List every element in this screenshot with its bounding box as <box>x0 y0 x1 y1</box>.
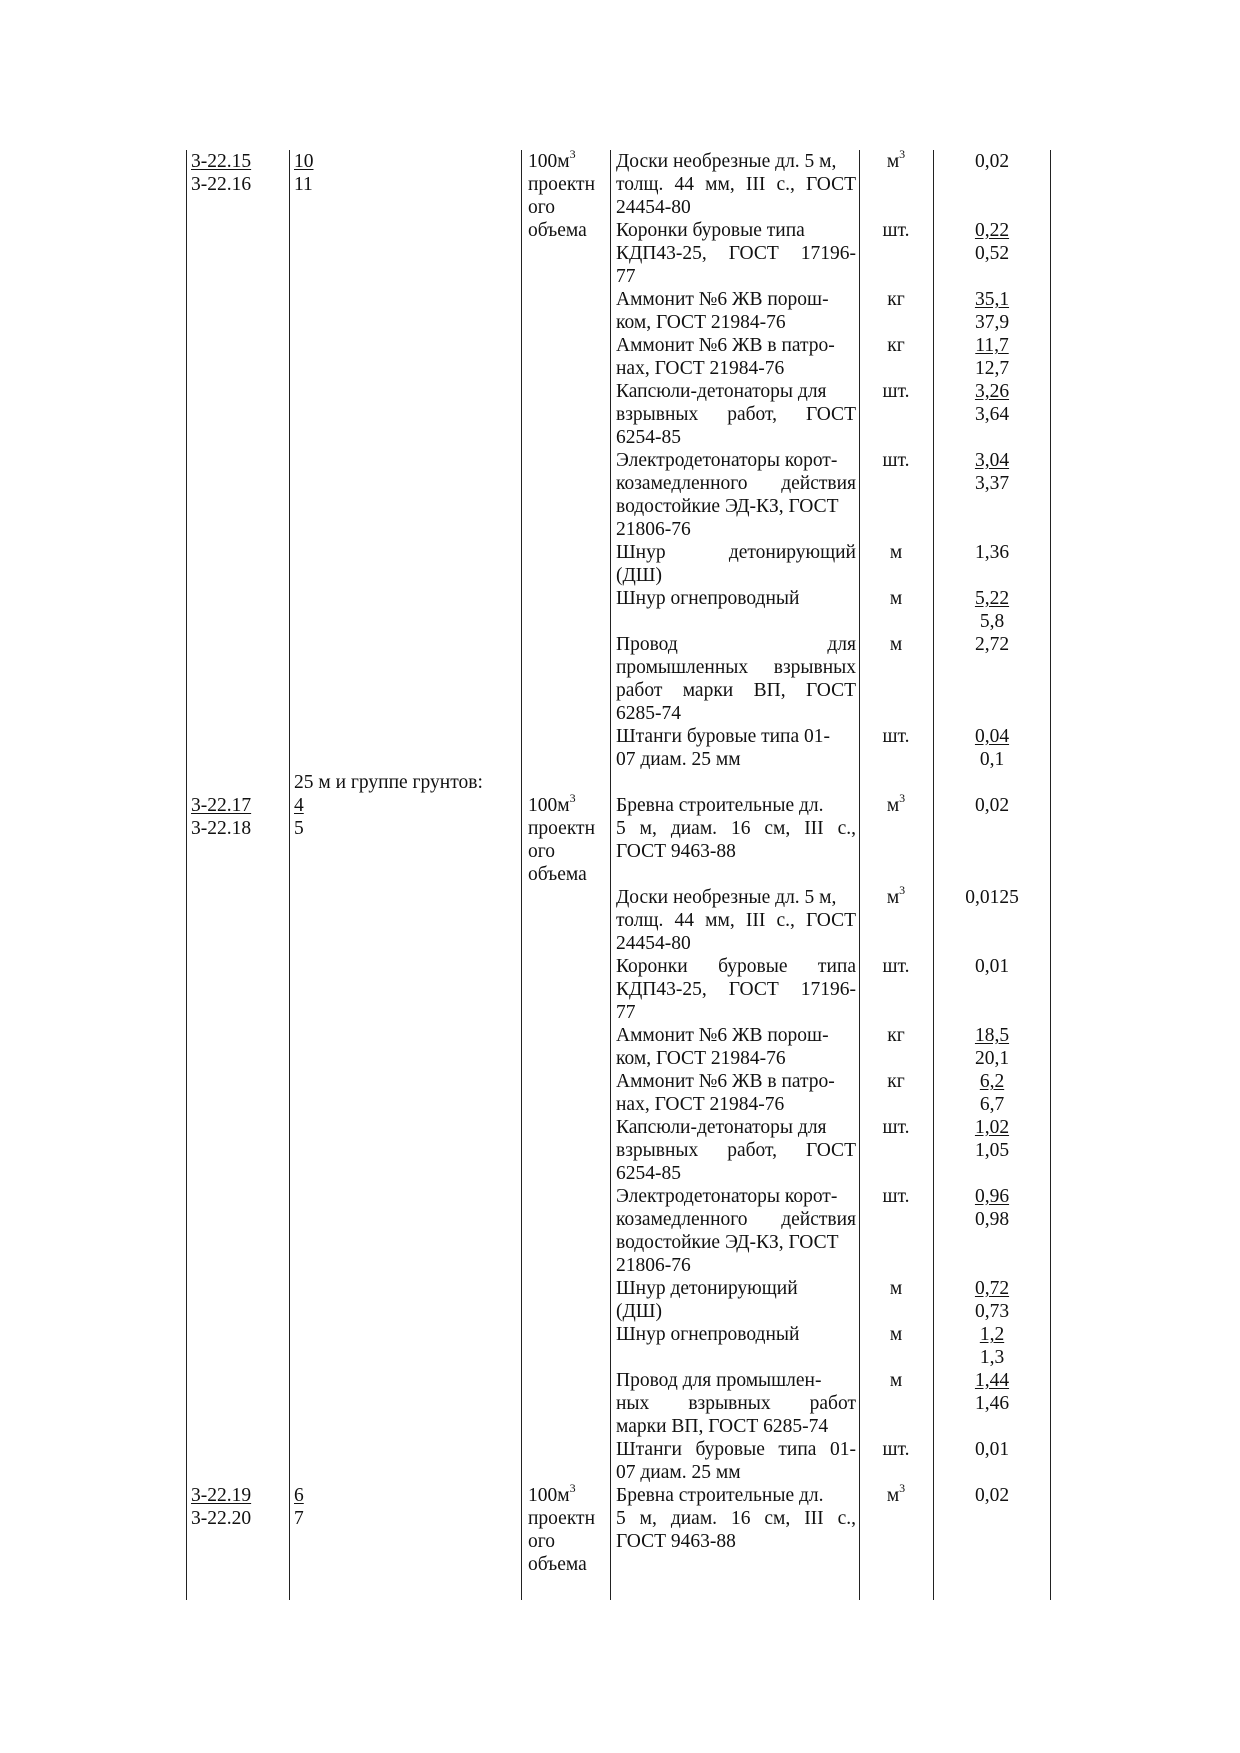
consumption-value: 3,04 <box>974 450 1010 471</box>
material-line: ком, ГОСТ 21984-76 <box>616 1048 786 1069</box>
material-word: марки <box>682 680 734 701</box>
material-unit <box>862 1024 930 1047</box>
material-line: 6254-85 <box>616 427 681 448</box>
material-line <box>616 1208 856 1231</box>
material-unit <box>862 1369 930 1392</box>
material-line: 6285-74 <box>616 703 681 724</box>
material-unit <box>862 882 930 909</box>
measure-unit-line: объема <box>528 220 587 241</box>
material-name <box>616 1070 856 1116</box>
material-word: мм, <box>705 174 735 195</box>
material-line <box>616 541 856 564</box>
material-consumption <box>936 1438 1048 1461</box>
consumption-value: 2,72 <box>974 634 1010 655</box>
material-line: Аммонит №6 ЖВ в патро- <box>616 1071 835 1092</box>
material-word: буровые <box>718 956 788 977</box>
material-line: Доски необрезные дл. 5 м, <box>616 151 837 172</box>
column-rule <box>1050 150 1051 1600</box>
norm-numbers <box>294 150 516 196</box>
material-unit <box>862 146 930 173</box>
material-unit-text: кг <box>887 1071 905 1092</box>
norm-codes <box>191 1484 283 1530</box>
material-word: ГОСТ <box>805 1140 856 1161</box>
material-unit <box>862 1116 930 1139</box>
material-line: Провод для промышлен- <box>616 1370 822 1391</box>
material-line: 21806-76 <box>616 519 691 540</box>
material-unit <box>862 1070 930 1093</box>
material-unit <box>862 955 930 978</box>
material-line <box>616 610 856 633</box>
material-word: 44 <box>674 910 695 931</box>
norm-code: 3-22.20 <box>191 1508 252 1529</box>
material-unit <box>862 1480 930 1507</box>
material-word: толщ. <box>616 174 664 195</box>
material-unit-text: м <box>889 1370 903 1391</box>
material-unit-text: м <box>889 1278 903 1299</box>
consumption-value: 0,02 <box>974 1485 1010 1506</box>
material-unit-text: $м^3$ <box>886 146 906 172</box>
material-line <box>616 173 856 196</box>
consumption-value: 5,22 <box>974 588 1010 609</box>
material-unit <box>862 541 930 564</box>
consumption-value: 1,46 <box>974 1393 1010 1414</box>
consumption-value: 1,44 <box>974 1370 1010 1391</box>
material-name <box>616 1484 856 1553</box>
material-word: м, <box>639 1508 657 1529</box>
material-word: Коронки <box>616 956 688 977</box>
material-unit <box>862 219 930 242</box>
material-word: действия <box>781 473 856 494</box>
consumption-value: 0,02 <box>974 795 1010 816</box>
consumption-value: 6,7 <box>979 1094 1005 1115</box>
material-word: детонирующий <box>728 542 856 563</box>
material-line: Капсюли-детонаторы для <box>616 1117 827 1138</box>
material-name <box>616 219 856 288</box>
material-line <box>616 242 856 265</box>
material-line <box>616 472 856 495</box>
measure-unit-line: проектн <box>528 1508 596 1529</box>
material-unit-text: $м^3$ <box>886 790 906 816</box>
material-line: Аммонит №6 ЖВ в патро- <box>616 335 835 356</box>
norm-number: 11 <box>294 174 313 195</box>
norm-number: 10 <box>294 151 314 172</box>
material-unit <box>862 1185 930 1208</box>
material-line: 24454-80 <box>616 933 691 954</box>
material-consumption <box>936 587 1048 633</box>
material-consumption <box>936 449 1048 495</box>
material-name <box>616 1277 856 1323</box>
material-unit-text: шт. <box>882 1186 910 1207</box>
material-line <box>616 403 856 426</box>
material-unit-text: шт. <box>882 726 910 747</box>
material-word: III <box>804 1508 824 1529</box>
material-name <box>616 633 856 725</box>
material-line: Капсюли-детонаторы для <box>616 381 827 402</box>
material-unit <box>862 334 930 357</box>
material-line <box>616 1139 856 1162</box>
material-line <box>616 863 856 886</box>
consumption-value: 37,9 <box>974 312 1010 333</box>
material-unit <box>862 1323 930 1346</box>
measure-unit <box>528 1480 606 1576</box>
material-word: ГОСТ <box>805 910 856 931</box>
material-word: Шнур <box>616 542 666 563</box>
material-word: для <box>827 634 856 655</box>
material-word: диам. <box>670 818 718 839</box>
material-consumption <box>936 886 1048 909</box>
material-word: 17196- <box>800 243 856 264</box>
material-consumption <box>936 725 1048 771</box>
material-name <box>616 1438 856 1484</box>
norm-number: 5 <box>294 818 304 839</box>
material-unit <box>862 790 930 817</box>
material-unit <box>862 1438 930 1461</box>
column-rule <box>521 150 522 1600</box>
material-line: (ДШ) <box>616 1301 662 1322</box>
material-line: 6254-85 <box>616 1163 681 1184</box>
material-word: с., <box>776 910 795 931</box>
material-unit-text: $м^3$ <box>886 882 906 908</box>
consumption-value: 0,52 <box>974 243 1010 264</box>
material-word: промышленных <box>616 657 749 678</box>
material-word: с., <box>776 174 795 195</box>
consumption-value: 1,2 <box>979 1324 1005 1345</box>
material-name <box>616 380 856 449</box>
norm-numbers <box>294 794 516 840</box>
material-name <box>616 541 856 587</box>
material-line: Шнур огнепроводный <box>616 588 800 609</box>
consumption-value: 3,64 <box>974 404 1010 425</box>
material-line: Штанги буровые типа 01- <box>616 726 831 747</box>
material-line: 77 <box>616 266 636 287</box>
material-line <box>616 1392 856 1415</box>
material-consumption <box>936 150 1048 173</box>
material-consumption <box>936 380 1048 426</box>
material-line: нах, ГОСТ 21984-76 <box>616 1094 785 1115</box>
material-name <box>616 288 856 334</box>
consumption-value: 35,1 <box>974 289 1010 310</box>
material-consumption <box>936 633 1048 656</box>
consumption-value: 18,5 <box>974 1025 1010 1046</box>
material-word: 16 <box>730 1508 751 1529</box>
material-word: работ <box>809 1393 856 1414</box>
material-line: Бревна строительные дл. <box>616 1485 824 1506</box>
material-unit-text: шт. <box>882 1117 910 1138</box>
material-line: ГОСТ 9463-88 <box>616 1531 736 1552</box>
norm-code: 3-22.16 <box>191 174 252 195</box>
material-word: типа <box>817 956 856 977</box>
measure-unit <box>528 146 606 242</box>
material-unit <box>862 288 930 311</box>
measure-unit-line: проектн <box>528 818 596 839</box>
material-line: 77 <box>616 1002 636 1023</box>
material-word: диам. <box>670 1508 718 1529</box>
material-unit-text: шт. <box>882 956 910 977</box>
column-rule <box>859 150 860 1600</box>
material-word: КДП43-25, <box>616 979 707 1000</box>
material-consumption <box>936 219 1048 265</box>
material-name <box>616 334 856 380</box>
material-consumption <box>936 1024 1048 1070</box>
norm-code: 3-22.19 <box>191 1485 252 1506</box>
consumption-value: 1,02 <box>974 1117 1010 1138</box>
material-word: взрывных <box>616 1140 699 1161</box>
measure-unit-line: ого <box>528 841 556 862</box>
material-unit-text: шт. <box>882 1439 910 1460</box>
material-line <box>616 633 856 656</box>
consumption-value: 1,3 <box>979 1347 1005 1368</box>
material-line: 24454-80 <box>616 197 691 218</box>
material-word: работ <box>616 680 663 701</box>
material-line: Доски необрезные дл. 5 м, <box>616 887 837 908</box>
material-consumption <box>936 334 1048 380</box>
material-line <box>616 656 856 679</box>
material-word: 5 <box>616 818 626 839</box>
material-word: ГОСТ <box>728 243 779 264</box>
material-line: ком, ГОСТ 21984-76 <box>616 312 786 333</box>
material-word: Штанги <box>616 1439 682 1460</box>
consumption-value: 0,01 <box>974 956 1010 977</box>
material-unit-text: кг <box>887 335 905 356</box>
measure-unit-line: объема <box>528 864 587 885</box>
material-unit <box>862 725 930 748</box>
material-word: ГОСТ <box>805 404 856 425</box>
material-unit-text: м <box>889 588 903 609</box>
column-rule <box>610 150 611 1600</box>
material-name <box>616 1323 856 1369</box>
norm-code: 3-22.17 <box>191 795 252 816</box>
consumption-value: 3,37 <box>974 473 1010 494</box>
material-line <box>616 978 856 1001</box>
column-rule <box>289 150 290 1600</box>
material-unit-text: шт. <box>882 450 910 471</box>
norm-code: 3-22.18 <box>191 818 252 839</box>
norm-numbers <box>294 1484 516 1530</box>
material-word: с., <box>837 1508 856 1529</box>
material-unit <box>862 1277 930 1300</box>
material-unit-text: $м^3$ <box>886 1480 906 1506</box>
measure-unit-line: $100м^3$ <box>528 1480 576 1506</box>
material-word: с., <box>837 818 856 839</box>
material-word: III <box>804 818 824 839</box>
material-word: козамедленного <box>616 1209 748 1230</box>
material-word: ГОСТ <box>805 680 856 701</box>
material-unit-text: кг <box>887 1025 905 1046</box>
column-rule <box>186 150 187 1600</box>
material-word: ных <box>616 1393 650 1414</box>
material-consumption <box>936 1116 1048 1162</box>
consumption-value: 1,36 <box>974 542 1010 563</box>
material-word: III <box>745 910 766 931</box>
consumption-value: 3,26 <box>974 381 1010 402</box>
norm-number: 6 <box>294 1485 304 1506</box>
material-consumption <box>936 794 1048 817</box>
consumption-value: 0,02 <box>974 151 1010 172</box>
material-line: водостойкие ЭД-КЗ, ГОСТ <box>616 496 839 517</box>
norm-codes <box>191 150 283 196</box>
material-line <box>616 909 856 932</box>
material-name <box>616 1116 856 1185</box>
measure-unit <box>528 790 606 886</box>
consumption-value: 6,2 <box>979 1071 1005 1092</box>
material-line <box>616 1438 856 1461</box>
material-word: мм, <box>705 910 735 931</box>
material-word: работ, <box>727 1140 777 1161</box>
material-line <box>616 1507 856 1530</box>
material-word: 16 <box>730 818 751 839</box>
consumption-value: 0,72 <box>974 1278 1010 1299</box>
material-word: ГОСТ <box>805 174 856 195</box>
material-consumption <box>936 955 1048 978</box>
material-consumption <box>936 1323 1048 1369</box>
material-line: Аммонит №6 ЖВ порош- <box>616 289 829 310</box>
material-unit <box>862 380 930 403</box>
material-word: 17196- <box>800 979 856 1000</box>
material-word: см, <box>764 818 791 839</box>
material-word: толщ. <box>616 910 664 931</box>
material-word: действия <box>781 1209 856 1230</box>
material-unit-text: кг <box>887 289 905 310</box>
material-line: 21806-76 <box>616 1255 691 1276</box>
material-line: марки ВП, ГОСТ 6285-74 <box>616 1416 829 1437</box>
consumption-value: 0,22 <box>974 220 1010 241</box>
material-name <box>616 1024 856 1070</box>
material-word: ВП, <box>753 680 786 701</box>
material-unit-text: шт. <box>882 381 910 402</box>
material-unit <box>862 587 930 610</box>
material-name <box>616 587 856 633</box>
section-heading <box>294 771 516 794</box>
material-unit-text: м <box>889 634 903 655</box>
material-word: см, <box>764 1508 791 1529</box>
material-word: 01- <box>829 1439 856 1460</box>
norm-number: 4 <box>294 795 304 816</box>
material-line: Бревна строительные дл. <box>616 795 824 816</box>
material-word: взрывных <box>616 404 699 425</box>
measure-unit-line: $100м^3$ <box>528 790 576 816</box>
measure-unit-line: объема <box>528 1554 587 1575</box>
material-line: нах, ГОСТ 21984-76 <box>616 358 785 379</box>
material-line <box>616 955 856 978</box>
material-line: 07 диам. 25 мм <box>616 1462 741 1483</box>
material-word: работ, <box>727 404 777 425</box>
material-line: Электродетонаторы корот- <box>616 1186 838 1207</box>
material-word: 44 <box>674 174 695 195</box>
material-name <box>616 150 856 219</box>
column-rule <box>933 150 934 1600</box>
material-line: ГОСТ 9463-88 <box>616 841 736 862</box>
material-name <box>616 955 856 1024</box>
consumption-value: 20,1 <box>974 1048 1010 1069</box>
consumption-value: 0,96 <box>974 1186 1010 1207</box>
section-heading-text: 25 м и группе грунтов: <box>294 772 483 793</box>
material-line: (ДШ) <box>616 565 662 586</box>
material-name <box>616 794 856 886</box>
material-unit <box>862 633 930 656</box>
material-line <box>616 817 856 840</box>
material-line: Аммонит №6 ЖВ порош- <box>616 1025 829 1046</box>
material-word: м, <box>639 818 657 839</box>
material-consumption <box>936 1277 1048 1323</box>
material-line: 07 диам. 25 мм <box>616 749 741 770</box>
norm-code: 3-22.15 <box>191 151 252 172</box>
consumption-value: 11,7 <box>975 335 1009 356</box>
consumption-value: 0,1 <box>979 749 1005 770</box>
material-name <box>616 886 856 955</box>
material-word: КДП43-25, <box>616 243 707 264</box>
consumption-value: 0,0125 <box>965 887 1019 908</box>
material-consumption <box>936 1185 1048 1231</box>
material-unit-text: м <box>889 1324 903 1345</box>
material-word: III <box>745 174 766 195</box>
material-word: ГОСТ <box>728 979 779 1000</box>
measure-unit-line: проектн <box>528 174 596 195</box>
material-line: Шнур детонирующий <box>616 1278 798 1299</box>
consumption-value: 0,98 <box>974 1209 1010 1230</box>
consumption-value: 0,01 <box>974 1439 1010 1460</box>
material-word: взрывных <box>773 657 856 678</box>
consumption-value: 12,7 <box>974 358 1010 379</box>
material-word: Провод <box>616 634 678 655</box>
material-unit-text: шт. <box>882 220 910 241</box>
material-consumption <box>936 1484 1048 1507</box>
material-name <box>616 449 856 541</box>
norm-codes <box>191 794 283 840</box>
material-name <box>616 1369 856 1438</box>
material-line: Коронки буровые типа <box>616 220 805 241</box>
material-name <box>616 725 856 771</box>
material-word: козамедленного <box>616 473 748 494</box>
material-consumption <box>936 288 1048 334</box>
material-consumption <box>936 1070 1048 1116</box>
norm-number: 7 <box>294 1508 304 1529</box>
measure-unit-line: ого <box>528 197 556 218</box>
material-word: типа <box>778 1439 817 1460</box>
material-unit <box>862 449 930 472</box>
material-word: 5 <box>616 1508 626 1529</box>
measure-unit-line: $100м^3$ <box>528 146 576 172</box>
material-word: взрывных <box>688 1393 771 1414</box>
material-name <box>616 1185 856 1277</box>
material-line: Электродетонаторы корот- <box>616 450 838 471</box>
material-line <box>616 1346 856 1369</box>
material-consumption <box>936 541 1048 564</box>
material-line: Шнур огнепроводный <box>616 1324 800 1345</box>
consumption-value: 5,8 <box>979 611 1005 632</box>
material-unit-text: м <box>889 542 903 563</box>
measure-unit-line: ого <box>528 1531 556 1552</box>
consumption-value: 0,73 <box>974 1301 1010 1322</box>
material-line: водостойкие ЭД-КЗ, ГОСТ <box>616 1232 839 1253</box>
material-consumption <box>936 1369 1048 1415</box>
consumption-value: 0,04 <box>974 726 1010 747</box>
consumption-value: 1,05 <box>974 1140 1010 1161</box>
material-word: буровые <box>695 1439 765 1460</box>
material-line <box>616 679 856 702</box>
